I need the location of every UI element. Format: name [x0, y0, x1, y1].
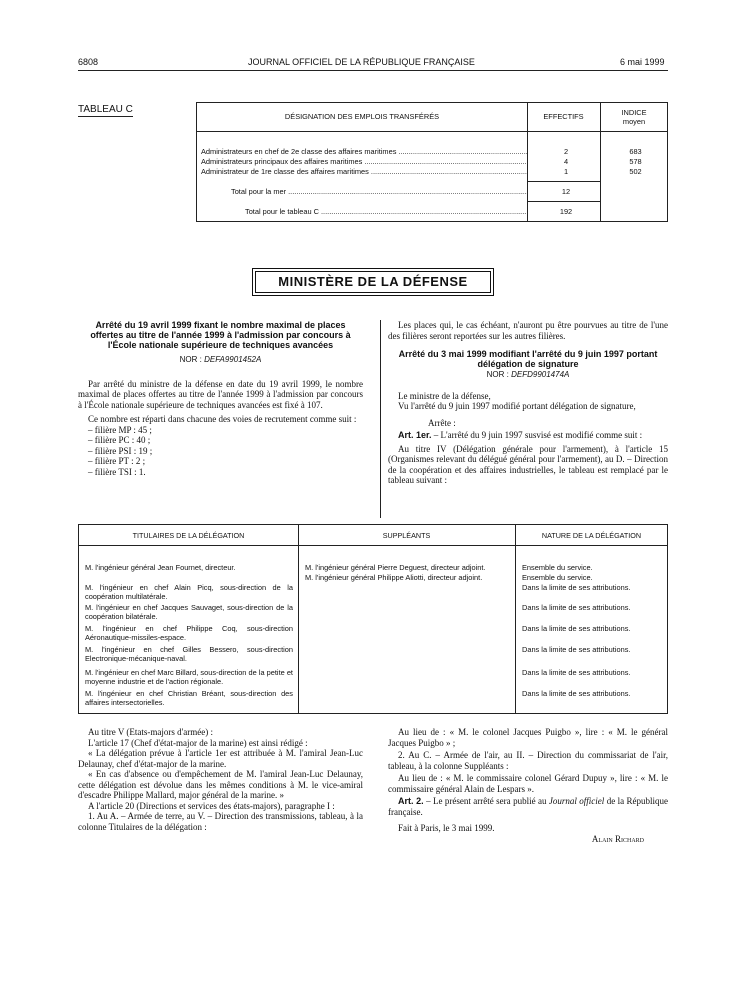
nature-cell: Dans la limite de ses attributions.: [522, 603, 631, 612]
column-header-moyen: moyen: [622, 117, 646, 126]
nature-cell: Dans la limite de ses attributions.: [522, 645, 631, 654]
column-header-titulaires: TITULAIRES DE LA DÉLÉGATION: [132, 531, 245, 540]
signature-place-date: Fait à Paris, le 3 mai 1999.: [398, 823, 495, 833]
table-column-divider: [298, 525, 299, 713]
row-designation: Administrateurs en chef de 2e classe des affaires maritimes .....: [201, 147, 527, 157]
row-effectifs: 4: [563, 157, 569, 166]
signature-name: Alain Richard: [591, 833, 644, 844]
journal-name: Journal officiel: [548, 796, 605, 806]
suppleant-cell: M. l'ingénieur général Philippe Aliotti, directeur adjoint.: [305, 573, 483, 582]
table-column-divider: [515, 525, 516, 713]
column-header-designation: DÉSIGNATION DES EMPLOIS TRANSFÉRÉS: [284, 112, 440, 121]
list-item: – filière MP : 45 ;: [88, 424, 152, 435]
paragraph: « La délégation prévue à l'article 1er est attribuée à M. l'amiral Jean-Luc Delaunay, chef d'état-major de la marine.: [78, 748, 363, 769]
page-number: 6808: [78, 57, 99, 67]
total-mer-label: Total pour la mer .....: [231, 187, 527, 197]
article-text: – L'arrêté du 9 juin 1997 susvisé est modifié comme suit :: [431, 430, 643, 440]
paragraph: Par arrêté du ministre de la défense en date du 19 avril 1999, le nombre maximal de places offertes au titre de l'année 1999 à l'admission par concours à l'École nationale supérieure de techniques avancées est fixé à 107.: [78, 378, 363, 410]
total-mer-value: 12: [561, 187, 571, 196]
header-rule: [78, 70, 668, 71]
paragraph: Le ministre de la défense,: [398, 390, 491, 401]
titulaire-cell: M. l'ingénieur général Jean Fournet, directeur.: [85, 563, 236, 572]
table-row: [197, 167, 669, 177]
subtotal-rule: [527, 181, 600, 182]
column-header-indice: INDICE: [621, 108, 647, 117]
titulaire-cell: M. l'ingénieur en chef Alain Picq, sous-direction de la coopération multilatérale.: [85, 583, 293, 601]
delegation-table: [78, 524, 668, 714]
subtotal-rule: [527, 201, 600, 202]
bottom-right-column: [388, 727, 668, 844]
titulaire-cell: M. l'ingénieur en chef Jacques Sauvaget, sous-direction de la coopération bilatérale.: [85, 603, 293, 621]
ministry-heading: MINISTÈRE DE LA DÉFENSE: [255, 271, 491, 293]
paragraph: Au titre IV (Délégation générale pour l'armement), à l'article 15 (Organismes relevant du délégué général pour l'armement), au D. – Direction de la coopération et des affaires industrielles, le tableau est remplacé par le tableau suivant :: [388, 443, 668, 485]
total-row: [197, 187, 669, 197]
arrete-title-delegation: Arrêté du 3 mai 1999 modifiant l'arrêté du 9 juin 1997 portant délégation de signature: [398, 349, 658, 369]
paragraph: L'article 17 (Chef d'état-major de la marine) est ainsi rédigé :: [88, 737, 308, 748]
row-designation: Administrateur de 1re classe des affaires maritimes .....: [201, 167, 527, 177]
total-row: [197, 207, 669, 217]
paragraph: A l'article 20 (Directions et services des états-majors), paragraphe I :: [88, 800, 335, 811]
row-effectifs: 2: [563, 147, 569, 156]
nor-label: NOR :: [179, 355, 202, 364]
nor-code: DEFA9901452A: [204, 355, 262, 364]
titulaire-cell: M. l'ingénieur en chef Marc Billard, sous-direction de la petite et moyenne industrie et de l'action régionale.: [85, 668, 293, 686]
row-indice: 683: [629, 147, 642, 156]
list-item: – filière PT : 2 ;: [88, 456, 146, 466]
table-row: [197, 147, 669, 157]
paragraph: Au lieu de : « M. le colonel Jacques Puigbo », lire : « M. le général Jacques Puigbo » ;: [388, 727, 668, 748]
article-label: Art. 2.: [398, 796, 424, 806]
row-indice: 578: [629, 157, 642, 166]
list-item: – filière PSI : 19 ;: [88, 445, 153, 456]
table-header-divider: [197, 131, 667, 132]
nor-reference: [388, 370, 668, 381]
column-header-suppleants: SUPPLÉANTS: [382, 531, 431, 540]
paragraph: 2. Au C. – Armée de l'air, au II. – Direction du commissariat de l'air, tableau, à la colonne Suppléants :: [388, 750, 668, 771]
article-2: [388, 796, 668, 817]
issue-date: 6 mai 1999: [620, 57, 665, 67]
article-label: Art. 1er.: [398, 430, 432, 440]
total-tableau-label: Total pour le tableau C .....: [245, 207, 527, 217]
journal-title: JOURNAL OFFICIEL DE LA RÉPUBLIQUE FRANÇAISE: [248, 57, 475, 67]
paragraph: « En cas d'absence ou d'empêchement de M. l'amiral Jean-Luc Delaunay, cette délégation est dévolue dans les mêmes conditions à M. le vice-amiral d'escadre Philippe Mallard, major général de la marine. »: [78, 769, 363, 800]
arrete-title-ensta: Arrêté du 19 avril 1999 fixant le nombre maximal de places offertes au titre de l'année 1999 à l'admission par concours à l'École nationale supérieure de techniques avancées: [90, 320, 351, 350]
list-item: – filière TSI : 1.: [88, 466, 146, 477]
table-header-divider: [79, 545, 667, 546]
paragraph: Ce nombre est réparti dans chacune des voies de recrutement comme suit :: [88, 414, 357, 424]
arrete-heading: Arrête :: [428, 417, 456, 428]
suppleant-cell: M. l'ingénieur général Pierre Deguest, directeur adjoint.: [305, 563, 486, 572]
paragraph: Au lieu de : « M. le commissaire colonel Gérard Dupuy », lire : « M. le commissaire général Alain de Lespars ».: [388, 773, 668, 794]
table-row: [197, 157, 669, 167]
nature-cell: Dans la limite de ses attributions.: [522, 624, 631, 633]
paragraph: Au titre V (Etats-majors d'armée) :: [88, 727, 214, 737]
article-text: – Le présent arrêté sera publié au: [423, 796, 549, 806]
nature-cell: Dans la limite de ses attributions.: [522, 583, 631, 592]
nature-cell: Dans la limite de ses attributions.: [522, 689, 631, 698]
titulaire-cell: M. l'ingénieur en chef Christian Bréant, sous-direction des affaires intersectorielles.: [85, 689, 293, 707]
article-text: de la République française.: [388, 796, 668, 817]
nature-cell: Ensemble du service.: [522, 573, 593, 582]
tableau-c-label: TABLEAU C: [78, 104, 133, 115]
bottom-left-column: [78, 727, 363, 832]
titulaire-cell: M. l'ingénieur en chef Gilles Bessero, sous-direction Electronique-mécanique-naval.: [85, 645, 293, 663]
row-designation: Administrateurs principaux des affaires maritimes .....: [201, 157, 527, 167]
article-1: [388, 430, 668, 441]
paragraph: 1. Au A. – Armée de terre, au V. – Direction des transmissions, tableau, à la colonne Titulaires de la délégation :: [78, 811, 363, 832]
nature-cell: Dans la limite de ses attributions.: [522, 668, 631, 677]
nor-label: NOR :: [486, 370, 509, 379]
row-effectifs: 1: [563, 167, 569, 176]
column-header-nature: NATURE DE LA DÉLÉGATION: [541, 531, 642, 540]
nor-code: DEFD9901474A: [511, 370, 570, 379]
tableau-c-table: [196, 102, 668, 222]
column-separator: [380, 320, 381, 518]
titulaire-cell: M. l'ingénieur en chef Philippe Coq, sous-direction Aéronautique-missiles-espace.: [85, 624, 293, 642]
total-tableau-value: 192: [559, 207, 573, 216]
paragraph: Les places qui, le cas échéant, n'auront pu être pourvues au titre de l'une des filières seront reportées sur les autres filières.: [388, 320, 668, 341]
right-column: [388, 320, 668, 486]
column-header-effectifs: EFFECTIFS: [543, 112, 584, 121]
list-item: – filière PC : 40 ;: [88, 435, 151, 445]
row-indice: 502: [629, 167, 642, 176]
nature-cell: Ensemble du service.: [522, 563, 593, 572]
paragraph: Vu l'arrêté du 9 juin 1997 modifié portant délégation de signature,: [398, 401, 636, 411]
nor-reference: [78, 355, 363, 366]
left-column: [78, 320, 363, 477]
